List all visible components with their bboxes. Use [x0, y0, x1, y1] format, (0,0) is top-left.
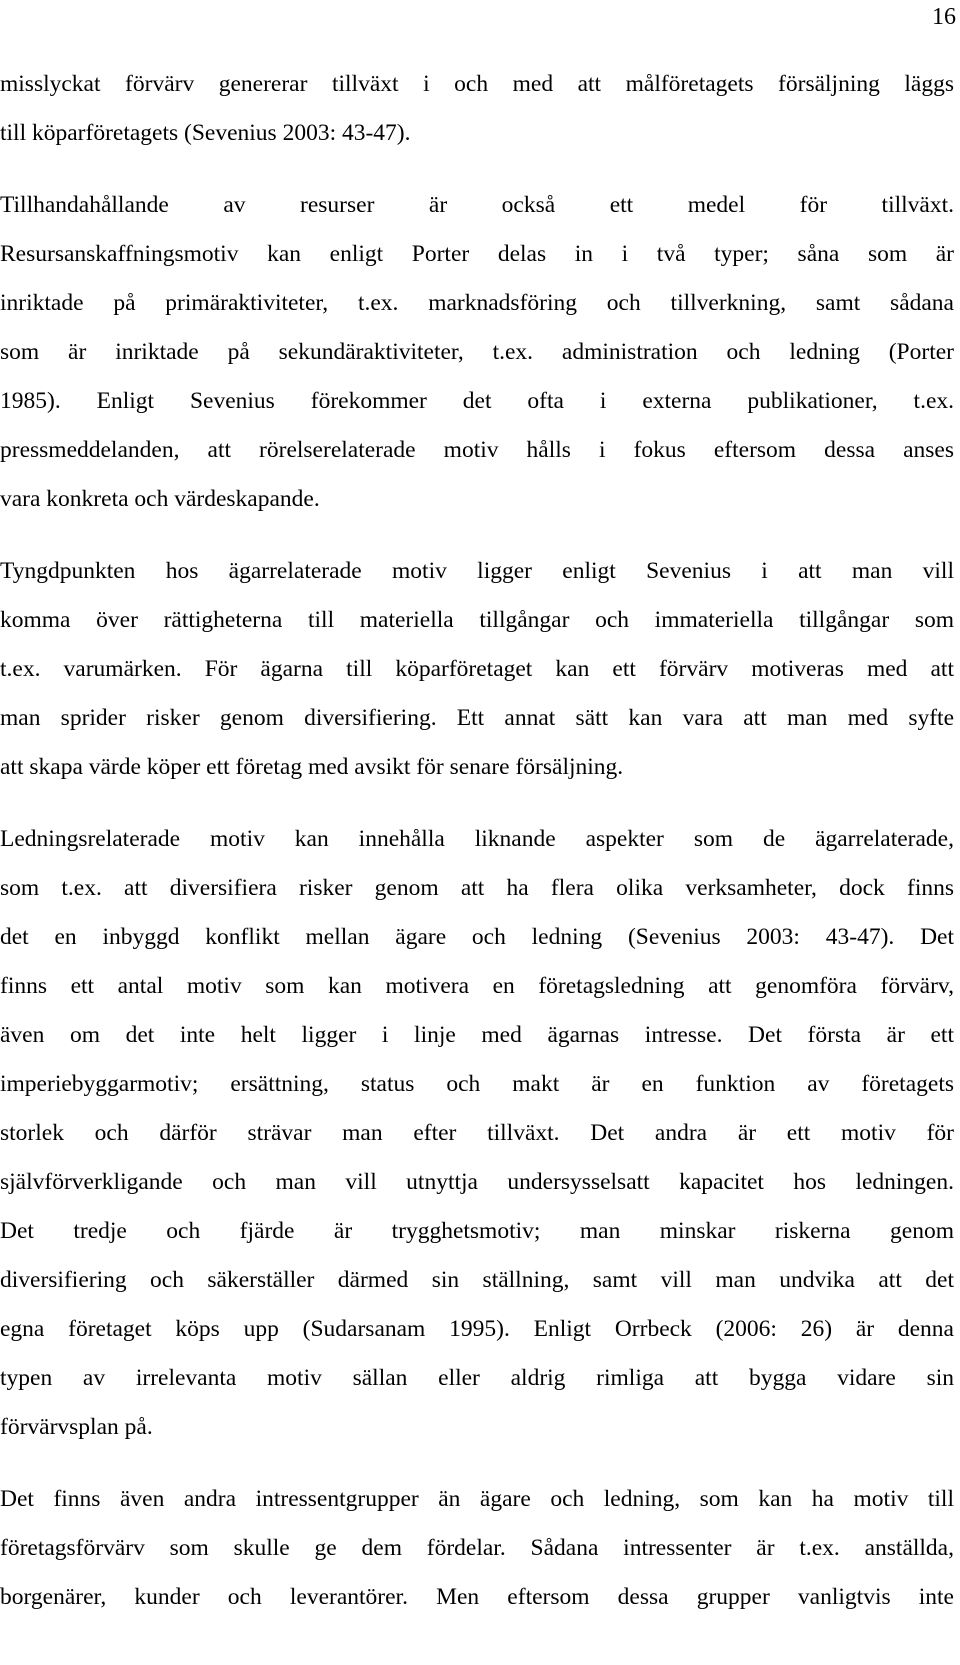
text-line: som är inriktade på sekundäraktiviteter, t.ex. administration och ledning (Porter — [0, 339, 954, 365]
text-line: vara konkreta och värdeskapande. — [0, 486, 320, 512]
text-line: Tillhandahållande av resurser är också ett medel för tillväxt. — [0, 192, 954, 218]
text-line: finns ett antal motiv som kan motivera en företagsledning att genomföra förvärv, — [0, 973, 954, 999]
text-line: typen av irrelevanta motiv sällan eller aldrig rimliga att bygga vidare sin — [0, 1365, 954, 1391]
text-line: 1985). Enligt Sevenius förekommer det ofta i externa publikationer, t.ex. — [0, 388, 954, 414]
text-line: t.ex. varumärken. För ägarna till köparföretaget kan ett förvärv motiveras med att — [0, 656, 954, 682]
paragraph-5 — [0, 1475, 954, 1622]
paragraph-4 — [0, 815, 954, 1452]
text-line: även om det inte helt ligger i linje med ägarnas intresse. Det första är ett — [0, 1022, 954, 1048]
text-line: Tyngdpunkten hos ägarrelaterade motiv ligger enligt Sevenius i att man vill — [0, 558, 954, 584]
text-line: självförverkligande och man vill utnyttja undersysselsatt kapacitet hos ledningen. — [0, 1169, 954, 1195]
paragraph-2 — [0, 181, 954, 524]
text-line: att skapa värde köper ett företag med avsikt för senare försäljning. — [0, 754, 624, 780]
text-line: företagsförvärv som skulle ge dem fördelar. Sådana intressenter är t.ex. anställda, — [0, 1535, 954, 1561]
text-line: komma över rättigheterna till materiella tillgångar och immateriella tillgångar som — [0, 607, 954, 633]
text-line: misslyckat förvärv genererar tillväxt i och med att målföretagets försäljning läggs — [0, 71, 954, 97]
text-line: egna företaget köps upp (Sudarsanam 1995). Enligt Orrbeck (2006: 26) är denna — [0, 1316, 954, 1342]
text-line: pressmeddelanden, att rörelserelaterade motiv hålls i fokus eftersom dessa anses — [0, 437, 954, 463]
paragraph-3 — [0, 547, 954, 792]
document-body — [0, 60, 954, 1622]
page-number: 16 — [932, 4, 956, 30]
text-line: inriktade på primäraktiviteter, t.ex. marknadsföring och tillverkning, samt sådana — [0, 290, 954, 316]
text-line: som t.ex. att diversifiera risker genom att ha flera olika verksamheter, dock finns — [0, 875, 954, 901]
text-line: det en inbyggd konflikt mellan ägare och ledning (Sevenius 2003: 43-47). Det — [0, 924, 954, 950]
text-line: Det finns även andra intressentgrupper än ägare och ledning, som kan ha motiv till — [0, 1486, 954, 1512]
text-line: förvärvsplan på. — [0, 1414, 153, 1440]
text-line: storlek och därför strävar man efter tillväxt. Det andra är ett motiv för — [0, 1120, 954, 1146]
paragraph-1 — [0, 60, 954, 158]
text-line: Ledningsrelaterade motiv kan innehålla liknande aspekter som de ägarrelaterade, — [0, 826, 954, 852]
text-line: imperiebyggarmotiv; ersättning, status och makt är en funktion av företagets — [0, 1071, 954, 1097]
text-line: Resursanskaffningsmotiv kan enligt Porter delas in i två typer; såna som är — [0, 241, 954, 267]
text-line: man sprider risker genom diversifiering. Ett annat sätt kan vara att man med syfte — [0, 705, 954, 731]
text-line: Det tredje och fjärde är trygghetsmotiv; man minskar riskerna genom — [0, 1218, 954, 1244]
text-line: borgenärer, kunder och leverantörer. Men eftersom dessa grupper vanligtvis inte — [0, 1584, 954, 1610]
text-line: till köparföretagets (Sevenius 2003: 43-47). — [0, 120, 411, 146]
text-line: diversifiering och säkerställer därmed sin ställning, samt vill man undvika att det — [0, 1267, 954, 1293]
